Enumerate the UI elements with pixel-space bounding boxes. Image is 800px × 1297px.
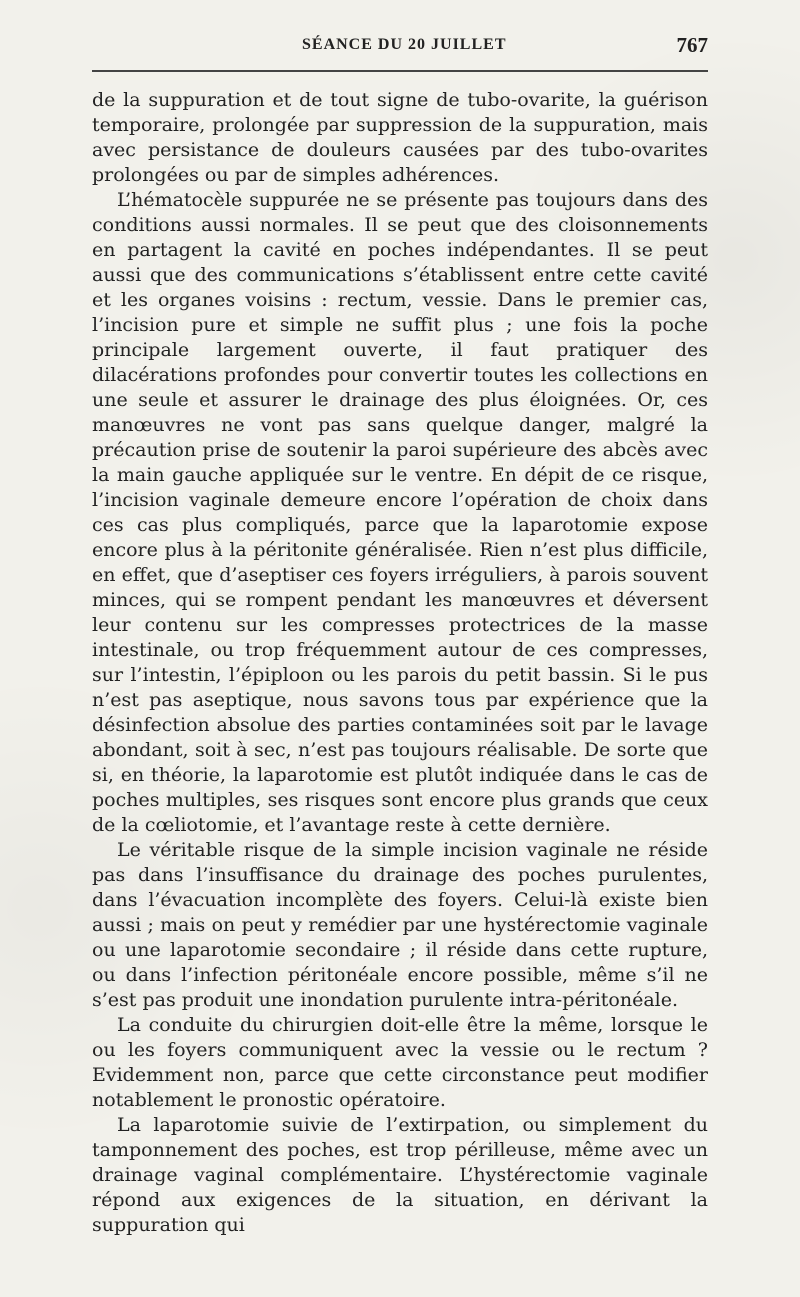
page-number: 767 (676, 33, 708, 57)
header-rule (92, 70, 708, 72)
paragraph-4: La conduite du chirurgien doit-elle être la même, lorsque le ou les foyers communiquent avec la vessie ou le rectum ? Evidemment non, parce que cette circonstance peut modifier notablement le pronostic opératoire. (92, 1014, 708, 1111)
paragraph-1: de la suppuration et de tout signe de tubo-ovarite, la guérison temporaire, prolongée par suppression de la suppuration, mais avec persistance de douleurs causées par des tubo-ovarites prolongées ou par de simples adhérences. (92, 89, 708, 186)
paragraph-2: L’hématocèle suppurée ne se présente pas toujours dans des conditions aussi normales. Il se peut que des cloisonnements en partagent la cavité en poches indépendantes. Il se peut aussi que des communications s’établissent entre cette cavité et les organes voisins : rectum, vessie. Dans le premier cas, l’incision pure et simple ne suffit plus ; une fois la poche principale largement ouverte, il faut pratiquer des dilacérations profondes pour convertir toutes les collections en une seule et assurer le drainage des plus éloignées. Or, ces manœuvres ne vont pas sans quelque danger, malgré la précaution prise de soutenir la paroi supérieure des abcès avec la main gauche appliquée sur le ventre. En dépit de ce risque, l’incision vaginale demeure encore l’opération de choix dans ces cas plus compliqués, parce que la laparotomie expose encore plus à la péritonite généralisée. Rien n’est plus difficile, en effet, que d’aseptiser ces foyers irréguliers, à parois souvent minces, qui se rompent pendant les manœuvres et déversent leur contenu sur les compresses protectrices de la masse intestinale, ou trop fréquemment autour de ces compresses, sur l’intestin, l’épiploon ou les parois du petit bassin. Si le pus n’est pas aseptique, nous savons tous par expérience que la désinfection absolue des parties contaminées soit par le lavage abondant, soit à sec, n’est pas toujours réalisable. De sorte que si, en théorie, la laparotomie est plutôt indiquée dans le cas de poches multiples, ses risques sont encore plus grands que ceux de la cœliotomie, et l’avantage reste à cette dernière. (92, 189, 708, 836)
page-header (92, 30, 708, 66)
paragraph-3: Le véritable risque de la simple incision vaginale ne réside pas dans l’insuffisance du drainage des poches purulentes, dans l’évacuation incomplète des foyers. Celui-là existe bien aussi ; mais on peut y remédier par une hystérectomie vaginale ou une laparotomie secondaire ; il réside dans cette rupture, ou dans l’infection péritonéale encore possible, même s’il ne s’est pas produit une inondation purulente intra-péritonéale. (92, 839, 708, 1011)
body-text (92, 88, 708, 1238)
paragraph-5: La laparotomie suivie de l’extirpation, ou simplement du tamponnement des poches, est trop périlleuse, même avec un drainage vaginal complémentaire. L’hystérectomie vaginale répond aux exigences de la situation, en dérivant la suppuration qui (92, 1114, 708, 1236)
running-title: SÉANCE DU 20 JUILLET (302, 36, 507, 53)
